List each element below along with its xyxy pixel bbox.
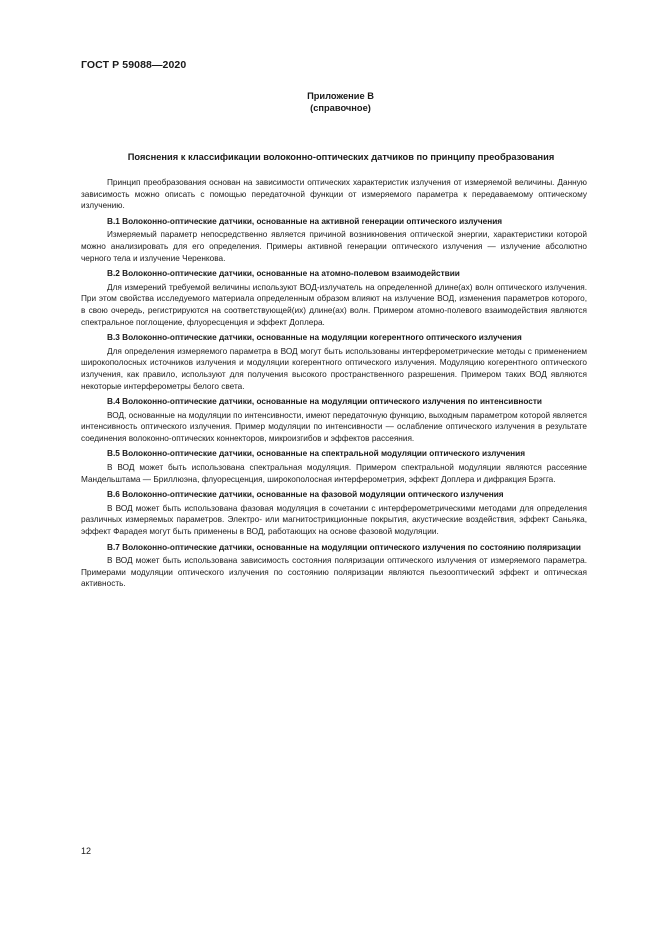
appendix-heading <box>0 90 661 114</box>
section-paragraph: В ВОД может быть использована спектральная модуляция. Примером спектральной модуляции являются рассеяние Мандельштама — Бриллюэна, флуоресценция, широкополосная интерферометрия, эффект Доплера и дифракция Брэгга. <box>81 463 587 484</box>
section-paragraph: Для измерений требуемой величины используют ВОД-излучатель на определенной длине(ах) волн оптического излучения. При этом свойства исследуемого материала определенным образом влияют на излучение ВОД, изменения параметров которого, в свою очередь, регистрируются на соответствующей(их) длине(ах) волн. Примером атомно-полевого взаимодействия являются спектральное поглощение, флуоресценция и эффект Доплера. <box>81 282 587 327</box>
section-heading: В.6 Волоконно-оптические датчики, основанные на фазовой модуляции оптического излучения <box>107 490 504 500</box>
section-paragraph: В ВОД может быть использована фазовая модуляция в сочетании с интерферометрическими методами для определения различных измеряемых параметров. Электро- или магнитострикционные покрытия, акустические воздействия, эффект Саньяка, эффект Фарадея могут быть применены в ВОД, работающих на основе фазовой модуляции. <box>81 503 587 537</box>
appendix-title: Приложение В <box>307 91 374 101</box>
page-number: 12 <box>81 846 92 856</box>
section-paragraph: ВОД, основанные на модуляции по интенсивности, имеют передаточную функцию, выходным параметром которой является интенсивность оптического излучения. Пример модуляции по интенсивности — ослабление оптического излучения в результате соединения волоконно-оптических коннекторов, микроизгибов и эффектов рассеяния. <box>81 410 587 443</box>
page-title: Пояснения к классификации волоконно-оптических датчиков по принципу преобразования <box>127 152 555 162</box>
section-heading: В.4 Волоконно-оптические датчики, основанные на модуляции оптического излучения по интенсивности <box>107 397 543 407</box>
document-id: ГОСТ Р 59088—2020 <box>81 59 187 71</box>
section-paragraph: Измеряемый параметр непосредственно является причиной возникновения оптической энергии, характеристики которой можно анализировать для его определения. Примеры активной генерации оптического излучения — излучение абсолютно черного тела и излучение Черенкова. <box>81 230 587 263</box>
appendix-subtitle: (справочное) <box>310 103 371 113</box>
section-heading: В.5 Волоконно-оптические датчики, основанные на спектральной модуляции оптического излучения <box>107 449 526 459</box>
document-body <box>81 177 587 594</box>
section-heading: В.7 Волоконно-оптические датчики, основанные на модуляции оптического излучения по состоянию поляризации <box>107 542 581 552</box>
section-paragraph: В ВОД может быть использована зависимость состояния поляризации оптического излучения от измеряемого параметра. Примерами модуляции оптического излучения по состоянию поляризации являются пьезооптический эффект и оптическая активность. <box>81 556 587 589</box>
intro-paragraph: Принцип преобразования основан на зависимости оптических характеристик излучения от измеряемой величины. Данную зависимость можно описать с помощью передаточной функции от измеряемого параметра к передаваемому оптическому излучению. <box>81 178 587 211</box>
section-heading: В.1 Волоконно-оптические датчики, основанные на активной генерации оптического излучения <box>107 216 503 226</box>
section-heading: В.2 Волоконно-оптические датчики, основанные на атомно-полевом взаимодействии <box>107 269 460 279</box>
section-heading: В.3 Волоконно-оптические датчики, основанные на модуляции когерентного оптического излучения <box>107 333 522 343</box>
section-paragraph: Для определения измеряемого параметра в ВОД могут быть использованы интерферометрические методы с применением широкополосных источников излучения и модуляции когерентного оптического излучения. Модуляцию когерентного оптического излучения, как правило, используют для получения высокого пространственного разрешения. Примером таких ВОД являются некоторые интерферометры белого света. <box>81 346 587 391</box>
